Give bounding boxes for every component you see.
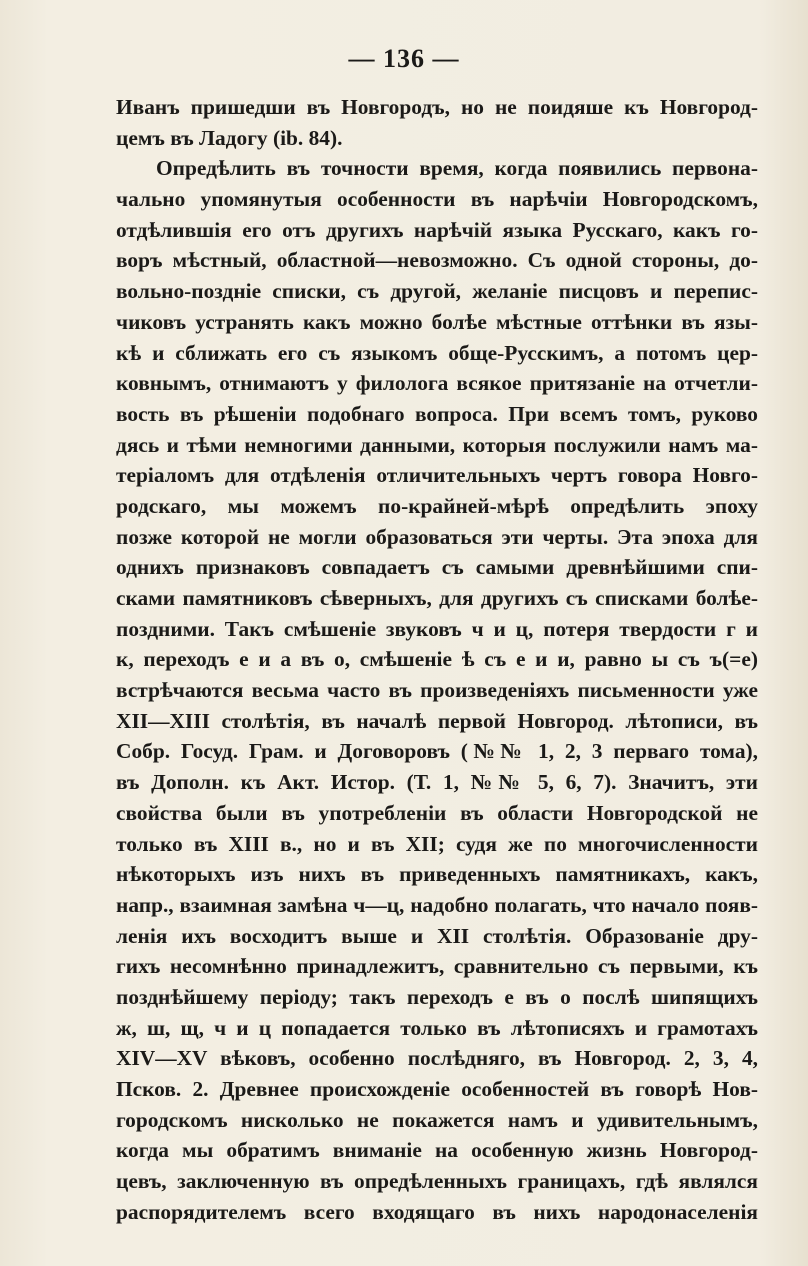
text-line: цемъ въ Ладогу (ib. 84). (116, 125, 343, 150)
text-line: Опредѣлить въ точности время, когда появились первона- (156, 156, 758, 181)
text-line: ленія ихъ восходитъ выше и XII столѣтія. Образованіе дру- (116, 923, 758, 948)
text-line: чально упомянутыя особенности въ нарѣчіи Новгородскомъ, (116, 187, 758, 212)
text-line: ж, ш, щ, ч и ц попадается только въ лѣтописяхъ и грамотахъ (116, 1015, 758, 1040)
text-line: чиковъ устранять какъ можно болѣе мѣстные оттѣнки въ язы- (116, 309, 758, 334)
text-line: цевъ, заключенную въ опредѣленныхъ границахъ, гдѣ являлся (116, 1169, 758, 1194)
text-line: отдѣлившія его отъ другихъ нарѣчій языка Русскаго, какъ го- (116, 217, 758, 242)
text-line: Иванъ пришедши въ Новгородъ, но не поидяше къ Новгород- (116, 95, 758, 119)
text-line: сками памятниковъ сѣверныхъ, для другихъ съ списками болѣе- (116, 586, 758, 610)
text-line: городскомъ нисколько не покажется намъ и удивительнымъ, (116, 1107, 758, 1132)
text-line: Собр. Госуд. Грам. и Договоровъ (№№ 1, 2, 3 перваго тома), (116, 739, 758, 764)
text-line: только въ XIII в., но и въ XII; судя же по многочисленности (116, 831, 758, 856)
text-line: позже которой не могли образоваться эти черты. Эта эпоха для (116, 524, 758, 549)
text-line: когда мы обратимъ вниманіе на особенную жизнь Новгород- (116, 1138, 758, 1163)
text-line: воръ мѣстный, областной—невозможно. Съ одной стороны, до- (116, 248, 758, 273)
text-line: кѣ и сближать его съ языкомъ обще-Русскимъ, а потомъ цер- (116, 340, 758, 365)
page-number: — 136 — (348, 44, 460, 73)
text-line: позднѣйшему періоду; такъ переходъ е въ о послѣ шипящихъ (116, 984, 758, 1009)
text-line: ковнымъ, отнимаютъ у филолога всякое притязаніе на отчетли- (116, 371, 758, 396)
text-line: гихъ несомнѣнно принадлежитъ, сравнительно съ первыми, къ (116, 954, 758, 979)
text-line: поздними. Такъ смѣшеніе звуковъ ч и ц, потеря твердости г и (116, 616, 758, 641)
text-line: XII—XIII столѣтія, въ началѣ первой Новгород. лѣтописи, въ (116, 708, 758, 733)
text-line: нѣкоторыхъ изъ нихъ въ приведенныхъ памятникахъ, какъ, (116, 862, 758, 887)
text-line: XIV—XV вѣковъ, особенно послѣдняго, въ Новгород. 2, 3, 4, (116, 1046, 758, 1071)
text-line: родскаго, мы можемъ по-крайней-мѣрѣ опредѣлить эпоху (116, 493, 758, 518)
text-line: свойства были въ употребленіи въ области Новгородской не (116, 800, 758, 825)
text-line: к, переходъ е и а въ о, смѣшеніе ѣ съ е и и, равно ы съ ъ(=е) (116, 647, 758, 672)
text-line: теріаломъ для отдѣленія отличительныхъ чертъ говора Новго- (116, 463, 758, 488)
text-line: напр., взаимная замѣна ч—ц, надобно полагать, что начало появ- (116, 892, 758, 917)
text-line: въ Дополн. къ Акт. Истор. (Т. 1, №№ 5, 6, 7). Значитъ, эти (116, 770, 758, 795)
text-line: дясь и тѣми немногими данными, которыя послужили намъ ма- (116, 432, 758, 457)
body-text (116, 92, 758, 1227)
text-line: Псков. 2. Древнее происхожденіе особенностей въ говорѣ Нов- (116, 1077, 758, 1101)
text-line: распорядителемъ всего входящаго въ нихъ народонаселенія (116, 1199, 758, 1224)
text-line: однихъ признаковъ совпадаетъ съ самыми древнѣйшими спи- (116, 555, 758, 580)
text-line: встрѣчаются весьма часто въ произведеніяхъ письменности уже (116, 678, 758, 703)
text-line: вость въ рѣшеніи подобнаго вопроса. При всемъ томъ, руково (116, 401, 758, 426)
text-line: вольно-поздніе списки, съ другой, желаніе писцовъ и перепис- (116, 279, 758, 304)
